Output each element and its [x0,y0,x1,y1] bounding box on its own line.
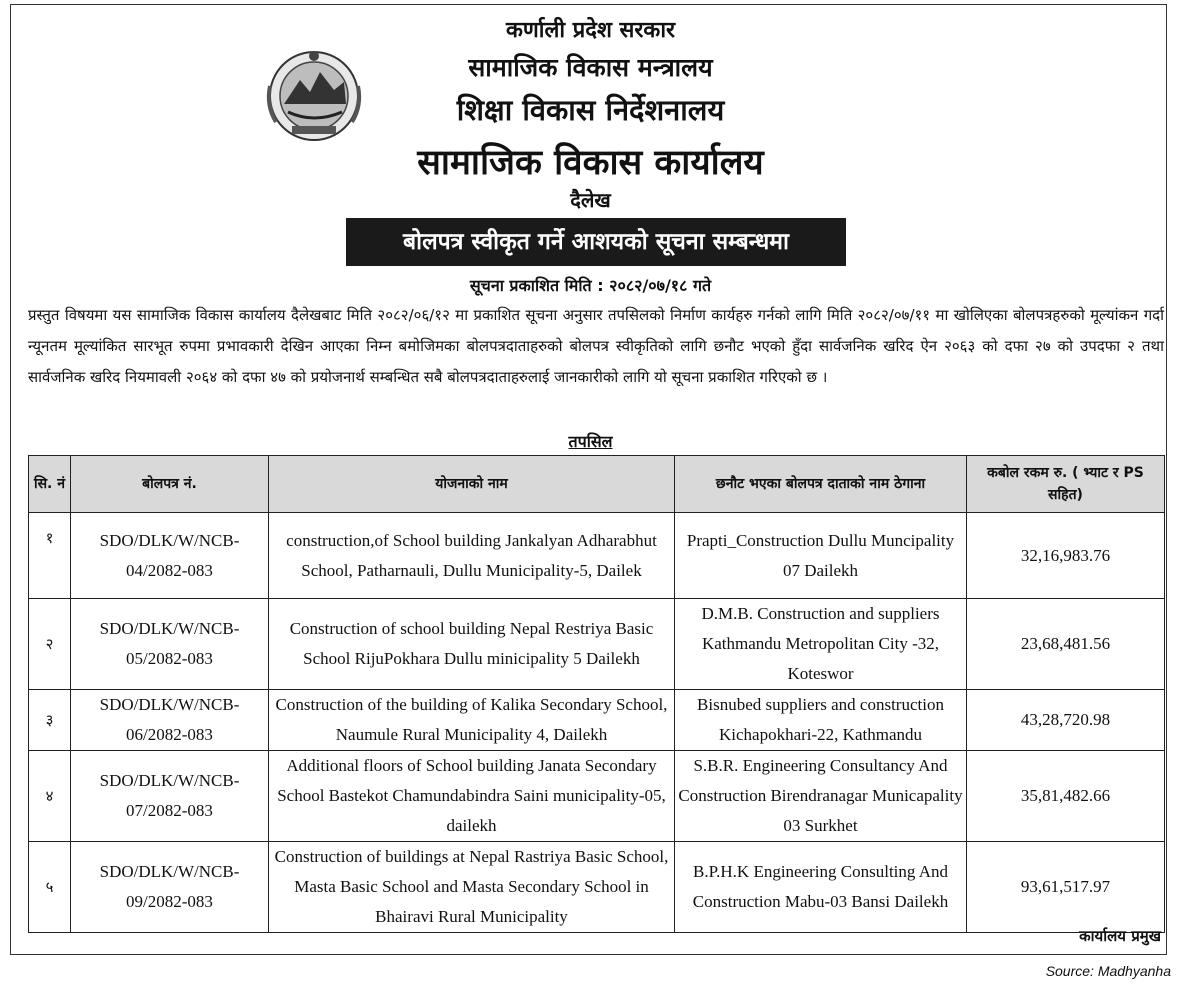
header-bid-no: बोलपत्र नं. [71,456,269,513]
table-row [29,599,1165,690]
row-amount: 23,68,481.56 [967,599,1165,690]
row-bidder: B.P.H.K Engineering Consulting And Construction Mabu-03 Bansi Dailekh [675,842,967,933]
row-project: construction,of School building Jankalyan Adharabhut School, Patharnauli, Dullu Municipality-5, Dailek [269,513,675,599]
source-credit: Source: Madhyanha [1045,963,1171,979]
row-project: Construction of the building of Kalika Secondary School, Naumule Rural Municipality 4, Dailekh [269,690,675,751]
district-name: दैलेख [570,188,611,212]
ministry-name: सामाजिक विकास मन्त्रालय [468,53,713,82]
row-bid-no: SDO/DLK/W/NCB-05/2082-083 [71,599,269,690]
table-row [29,513,1165,599]
row-bid-no: SDO/DLK/W/NCB-09/2082-083 [71,842,269,933]
row-bid-no: SDO/DLK/W/NCB-06/2082-083 [71,690,269,751]
row-sn: ५ [29,842,71,933]
table-row [29,690,1165,751]
directorate-name: शिक्षा विकास निर्देशनालय [456,93,725,127]
header-sn: सि. नं [29,456,71,513]
row-project: Construction of school building Nepal Restriya Basic School RijuPokhara Dullu minicipality 5 Dailekh [269,599,675,690]
notice-title: बोलपत्र स्वीकृत गर्ने आशयको सूचना सम्बन्धमा [346,218,846,266]
row-bid-no: SDO/DLK/W/NCB-07/2082-083 [71,751,269,842]
table-row [29,751,1165,842]
row-project: Construction of buildings at Nepal Rastriya Basic School, Masta Basic School and Masta Secondary School in Bhairavi Rural Municipality [269,842,675,933]
row-amount: 35,81,482.66 [967,751,1165,842]
row-bidder: S.B.R. Engineering Consultancy And Construction Birendranagar Municapality 03 Surkhet [675,751,967,842]
row-bid-no: SDO/DLK/W/NCB-04/2082-083 [71,513,269,599]
bid-table [28,455,1165,933]
header-bidder: छनौट भएका बोलपत्र दाताको नाम ठेगाना [675,456,967,513]
row-amount: 32,16,983.76 [967,513,1165,599]
row-amount: 43,28,720.98 [967,690,1165,751]
row-amount: 93,61,517.97 [967,842,1165,933]
table-header-row [29,456,1165,513]
header-project: योजनाको नाम [269,456,675,513]
table-row [29,842,1165,933]
notice-body: प्रस्तुत विषयमा यस सामाजिक विकास कार्यालय दैलेखबाट मिति २०८२/०६/१२ मा प्रकाशित सूचना अनुसार तपसिलको निर्माण कार्यहरु गर्नको लागि मिति २०८२/०७/११ मा खोलिएका बोलपत्रहरुको मूल्यांकन गर्दा न्यूनतम मूल्यांकित सारभूत रुपमा प्रभावकारी देखिन आएका निम्न बमोजिमका बोलपत्रदाताहरुको बोलपत्र स्वीकृतिको लागि छनौट भएको हुँदा सार्वजनिक खरिद ऐन २०६३ को दफा २७ को उपदफा २ तथा सार्वजनिक खरिद नियमावली २०६४ को दफा ४७ को प्रयोजनार्थ सम्बन्धित सबै बोलपत्रदाताहरुलाई जानकारीको लागि यो सूचना प्रकाशित गरिएको छ । [28,306,1164,386]
row-bidder: D.M.B. Construction and suppliers Kathmandu Metropolitan City -32, Koteswor [675,599,967,690]
publish-date: सूचना प्रकाशित मिति : २०८२/०७/१८ गते [469,276,712,295]
row-sn: ३ [29,690,71,751]
row-project: Additional floors of School building Janata Secondary School Bastekot Chamundabindra Saini municipality-05, dailekh [269,751,675,842]
schedule-label: तपसिल [568,432,613,451]
office-chief-signature: कार्यालय प्रमुख [1079,927,1161,945]
row-sn: १ [29,513,71,599]
row-bidder: Bisnubed suppliers and construction Kichapokhari-22, Kathmandu [675,690,967,751]
row-sn: २ [29,599,71,690]
province-government: कर्णाली प्रदेश सरकार [505,18,676,43]
row-bidder: Prapti_Construction Dullu Muncipality 07 Dailekh [675,513,967,599]
header-amount: कबोल रकम रु. ( भ्याट र PS सहित) [967,456,1165,513]
row-sn: ४ [29,751,71,842]
office-name: सामाजिक विकास कार्यालय [417,143,764,183]
